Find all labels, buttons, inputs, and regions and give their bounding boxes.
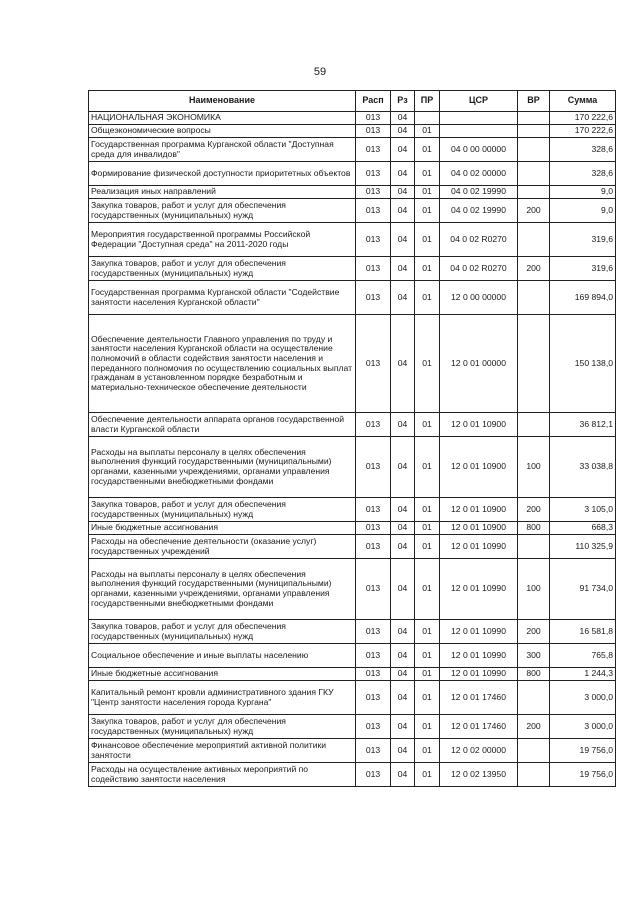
row-rz-cell: 04 xyxy=(391,715,415,739)
row-name-cell: Закупка товаров, работ и услуг для обеспечения государственных (муниципальных) нужд xyxy=(89,620,356,644)
row-rasp-cell: 013 xyxy=(356,739,391,763)
table-row xyxy=(89,620,616,644)
row-vr-cell xyxy=(518,138,550,162)
row-sum-cell: 19 756,0 xyxy=(550,763,616,787)
row-csr-cell: 12 0 02 13950 xyxy=(440,763,518,787)
row-rasp-cell: 013 xyxy=(356,112,391,125)
table-row xyxy=(89,644,616,668)
row-pr-cell: 01 xyxy=(415,162,440,186)
row-rz-cell: 04 xyxy=(391,138,415,162)
row-sum-cell: 110 325,9 xyxy=(550,535,616,559)
column-header-rasp: Расп xyxy=(356,91,391,112)
row-rz-cell: 04 xyxy=(391,763,415,787)
row-name-cell: Общеэкономические вопросы xyxy=(89,125,356,138)
row-csr-cell: 12 0 00 00000 xyxy=(440,281,518,315)
table-row xyxy=(89,559,616,620)
row-rz-cell: 04 xyxy=(391,681,415,715)
row-sum-cell: 328,6 xyxy=(550,138,616,162)
row-csr-cell: 12 0 01 10990 xyxy=(440,559,518,620)
row-vr-cell xyxy=(518,739,550,763)
row-sum-cell: 19 756,0 xyxy=(550,739,616,763)
table-row xyxy=(89,112,616,125)
row-vr-cell xyxy=(518,112,550,125)
row-rasp-cell: 013 xyxy=(356,715,391,739)
row-name-cell: Социальное обеспечение и иные выплаты населению xyxy=(89,644,356,668)
table-row xyxy=(89,739,616,763)
row-rasp-cell: 013 xyxy=(356,199,391,223)
budget-table xyxy=(88,90,616,787)
row-csr-cell: 12 0 01 10990 xyxy=(440,535,518,559)
row-vr-cell xyxy=(518,125,550,138)
table-row xyxy=(89,413,616,437)
row-vr-cell xyxy=(518,281,550,315)
row-sum-cell: 319,6 xyxy=(550,257,616,281)
row-rasp-cell: 013 xyxy=(356,315,391,413)
table-row xyxy=(89,315,616,413)
row-rasp-cell: 013 xyxy=(356,125,391,138)
row-rasp-cell: 013 xyxy=(356,186,391,199)
column-header-pr: ПР xyxy=(415,91,440,112)
row-pr-cell: 01 xyxy=(415,199,440,223)
row-pr-cell: 01 xyxy=(415,281,440,315)
row-name-cell: Государственная программа Курганской области "Доступная среда для инвалидов" xyxy=(89,138,356,162)
row-vr-cell: 200 xyxy=(518,620,550,644)
row-sum-cell: 3 105,0 xyxy=(550,498,616,522)
table-row xyxy=(89,535,616,559)
row-vr-cell: 100 xyxy=(518,559,550,620)
row-pr-cell: 01 xyxy=(415,739,440,763)
row-csr-cell xyxy=(440,125,518,138)
row-pr-cell: 01 xyxy=(415,315,440,413)
row-pr-cell: 01 xyxy=(415,522,440,535)
row-name-cell: НАЦИОНАЛЬНАЯ ЭКОНОМИКА xyxy=(89,112,356,125)
row-pr-cell xyxy=(415,112,440,125)
row-csr-cell: 12 0 01 10900 xyxy=(440,437,518,498)
row-rz-cell: 04 xyxy=(391,281,415,315)
table-row xyxy=(89,257,616,281)
row-name-cell: Иные бюджетные ассигнования xyxy=(89,522,356,535)
row-pr-cell: 01 xyxy=(415,437,440,498)
table-row xyxy=(89,162,616,186)
row-name-cell: Формирование физической доступности приоритетных объектов xyxy=(89,162,356,186)
row-sum-cell: 169 894,0 xyxy=(550,281,616,315)
row-vr-cell xyxy=(518,763,550,787)
row-csr-cell: 12 0 01 10900 xyxy=(440,522,518,535)
row-name-cell: Закупка товаров, работ и услуг для обеспечения государственных (муниципальных) нужд xyxy=(89,498,356,522)
row-csr-cell: 04 0 00 00000 xyxy=(440,138,518,162)
row-pr-cell: 01 xyxy=(415,668,440,681)
row-csr-cell: 12 0 01 10900 xyxy=(440,413,518,437)
row-pr-cell: 01 xyxy=(415,620,440,644)
row-csr-cell: 04 0 02 00000 xyxy=(440,162,518,186)
column-header-csr: ЦСР xyxy=(440,91,518,112)
row-rasp-cell: 013 xyxy=(356,257,391,281)
row-csr-cell: 04 0 02 R0270 xyxy=(440,223,518,257)
row-csr-cell: 12 0 01 10990 xyxy=(440,644,518,668)
table-row xyxy=(89,125,616,138)
row-rz-cell: 04 xyxy=(391,620,415,644)
row-csr-cell: 12 0 02 00000 xyxy=(440,739,518,763)
table-header-row xyxy=(89,91,616,112)
row-rz-cell: 04 xyxy=(391,437,415,498)
row-sum-cell: 33 038,8 xyxy=(550,437,616,498)
row-sum-cell: 3 000,0 xyxy=(550,681,616,715)
row-name-cell: Капитальный ремонт кровли административного здания ГКУ "Центр занятости населения города Кургана" xyxy=(89,681,356,715)
row-vr-cell xyxy=(518,315,550,413)
row-name-cell: Расходы на выплаты персоналу в целях обеспечения выполнения функций государственными (муниципальными) органами, казенными учреждениями, органами управления государственными внебюджетными фондами xyxy=(89,437,356,498)
row-sum-cell: 36 812,1 xyxy=(550,413,616,437)
row-name-cell: Закупка товаров, работ и услуг для обеспечения государственных (муниципальных) нужд xyxy=(89,199,356,223)
row-rasp-cell: 013 xyxy=(356,138,391,162)
row-name-cell: Иные бюджетные ассигнования xyxy=(89,668,356,681)
row-name-cell: Закупка товаров, работ и услуг для обеспечения государственных (муниципальных) нужд xyxy=(89,715,356,739)
row-rz-cell: 04 xyxy=(391,739,415,763)
row-sum-cell: 170 222,6 xyxy=(550,125,616,138)
row-rasp-cell: 013 xyxy=(356,413,391,437)
row-rz-cell: 04 xyxy=(391,668,415,681)
row-vr-cell: 200 xyxy=(518,498,550,522)
row-name-cell: Обеспечение деятельности аппарата органов государственной власти Курганской области xyxy=(89,413,356,437)
row-rz-cell: 04 xyxy=(391,559,415,620)
row-rasp-cell: 013 xyxy=(356,668,391,681)
row-rz-cell: 04 xyxy=(391,112,415,125)
row-sum-cell: 16 581,8 xyxy=(550,620,616,644)
row-rz-cell: 04 xyxy=(391,199,415,223)
row-pr-cell: 01 xyxy=(415,763,440,787)
row-sum-cell: 91 734,0 xyxy=(550,559,616,620)
row-rasp-cell: 013 xyxy=(356,763,391,787)
row-rz-cell: 04 xyxy=(391,257,415,281)
row-pr-cell: 01 xyxy=(415,125,440,138)
row-rz-cell: 04 xyxy=(391,644,415,668)
row-sum-cell: 9,0 xyxy=(550,186,616,199)
row-pr-cell: 01 xyxy=(415,138,440,162)
row-csr-cell: 12 0 01 00000 xyxy=(440,315,518,413)
row-csr-cell: 12 0 01 17460 xyxy=(440,715,518,739)
table-row xyxy=(89,498,616,522)
row-pr-cell: 01 xyxy=(415,715,440,739)
row-rasp-cell: 013 xyxy=(356,644,391,668)
row-rasp-cell: 013 xyxy=(356,162,391,186)
row-sum-cell: 668,3 xyxy=(550,522,616,535)
row-rasp-cell: 013 xyxy=(356,223,391,257)
row-name-cell: Мероприятия государственной программы Российской Федерации "Доступная среда" на 2011-2020 годы xyxy=(89,223,356,257)
row-csr-cell: 12 0 01 10990 xyxy=(440,620,518,644)
row-csr-cell: 12 0 01 10990 xyxy=(440,668,518,681)
row-pr-cell: 01 xyxy=(415,644,440,668)
row-sum-cell: 765,8 xyxy=(550,644,616,668)
row-rz-cell: 04 xyxy=(391,498,415,522)
row-rz-cell: 04 xyxy=(391,522,415,535)
row-name-cell: Расходы на осуществление активных мероприятий по содействию занятости населения xyxy=(89,763,356,787)
row-vr-cell: 100 xyxy=(518,437,550,498)
row-vr-cell xyxy=(518,223,550,257)
row-rasp-cell: 013 xyxy=(356,681,391,715)
row-name-cell: Обеспечение деятельности Главного управления по труду и занятости населения Курганской области на осуществление полномочий в области содействия занятости населения и переданного полномочия по осуществлению социальных выплат гражданам в установленном порядке безработным и материально-техническое обеспечение деятельности xyxy=(89,315,356,413)
row-vr-cell xyxy=(518,681,550,715)
table-row xyxy=(89,223,616,257)
row-name-cell: Государственная программа Курганской области "Содействие занятости населения Курганской области" xyxy=(89,281,356,315)
row-rasp-cell: 013 xyxy=(356,522,391,535)
row-rz-cell: 04 xyxy=(391,315,415,413)
row-vr-cell xyxy=(518,535,550,559)
row-vr-cell: 200 xyxy=(518,257,550,281)
row-sum-cell: 170 222,6 xyxy=(550,112,616,125)
row-pr-cell: 01 xyxy=(415,681,440,715)
page-number: 59 xyxy=(313,66,327,78)
row-csr-cell: 12 0 01 17460 xyxy=(440,681,518,715)
row-pr-cell: 01 xyxy=(415,413,440,437)
row-name-cell: Финансовое обеспечение мероприятий активной политики занятости xyxy=(89,739,356,763)
row-vr-cell: 800 xyxy=(518,668,550,681)
column-header-rz: Рз xyxy=(391,91,415,112)
row-rasp-cell: 013 xyxy=(356,498,391,522)
row-csr-cell: 04 0 02 R0270 xyxy=(440,257,518,281)
row-csr-cell: 04 0 02 19990 xyxy=(440,199,518,223)
row-sum-cell: 328,6 xyxy=(550,162,616,186)
row-name-cell: Реализация иных направлений xyxy=(89,186,356,199)
row-name-cell: Закупка товаров, работ и услуг для обеспечения государственных (муниципальных) нужд xyxy=(89,257,356,281)
table-row xyxy=(89,437,616,498)
row-rz-cell: 04 xyxy=(391,125,415,138)
row-rz-cell: 04 xyxy=(391,162,415,186)
row-vr-cell: 800 xyxy=(518,522,550,535)
column-header-vr: ВР xyxy=(518,91,550,112)
row-vr-cell xyxy=(518,162,550,186)
row-vr-cell: 200 xyxy=(518,199,550,223)
row-rz-cell: 04 xyxy=(391,186,415,199)
table-row xyxy=(89,186,616,199)
row-csr-cell: 12 0 01 10900 xyxy=(440,498,518,522)
table-row xyxy=(89,281,616,315)
table-row xyxy=(89,199,616,223)
table-row xyxy=(89,681,616,715)
row-sum-cell: 3 000,0 xyxy=(550,715,616,739)
row-pr-cell: 01 xyxy=(415,535,440,559)
row-csr-cell: 04 0 02 19990 xyxy=(440,186,518,199)
row-pr-cell: 01 xyxy=(415,498,440,522)
row-rasp-cell: 013 xyxy=(356,535,391,559)
row-name-cell: Расходы на обеспечение деятельности (оказание услуг) государственных учреждений xyxy=(89,535,356,559)
table-row xyxy=(89,138,616,162)
table-body xyxy=(89,112,616,787)
row-pr-cell: 01 xyxy=(415,223,440,257)
row-vr-cell: 300 xyxy=(518,644,550,668)
row-rasp-cell: 013 xyxy=(356,281,391,315)
row-rz-cell: 04 xyxy=(391,535,415,559)
row-sum-cell: 319,6 xyxy=(550,223,616,257)
row-vr-cell xyxy=(518,413,550,437)
row-pr-cell: 01 xyxy=(415,257,440,281)
row-rasp-cell: 013 xyxy=(356,559,391,620)
row-rz-cell: 04 xyxy=(391,223,415,257)
row-name-cell: Расходы на выплаты персоналу в целях обеспечения выполнения функций государственными (муниципальными) органами, казенными учреждениями, органами управления государственными внебюджетными фондами xyxy=(89,559,356,620)
table-row xyxy=(89,522,616,535)
table-row xyxy=(89,668,616,681)
column-header-name: Наименование xyxy=(89,91,356,112)
table-row xyxy=(89,763,616,787)
row-sum-cell: 9,0 xyxy=(550,199,616,223)
row-vr-cell xyxy=(518,186,550,199)
row-rasp-cell: 013 xyxy=(356,437,391,498)
row-pr-cell: 01 xyxy=(415,186,440,199)
row-pr-cell: 01 xyxy=(415,559,440,620)
row-rasp-cell: 013 xyxy=(356,620,391,644)
row-sum-cell: 1 244,3 xyxy=(550,668,616,681)
column-header-sum: Сумма xyxy=(550,91,616,112)
row-sum-cell: 150 138,0 xyxy=(550,315,616,413)
row-rz-cell: 04 xyxy=(391,413,415,437)
row-csr-cell xyxy=(440,112,518,125)
table-row xyxy=(89,715,616,739)
row-vr-cell: 200 xyxy=(518,715,550,739)
